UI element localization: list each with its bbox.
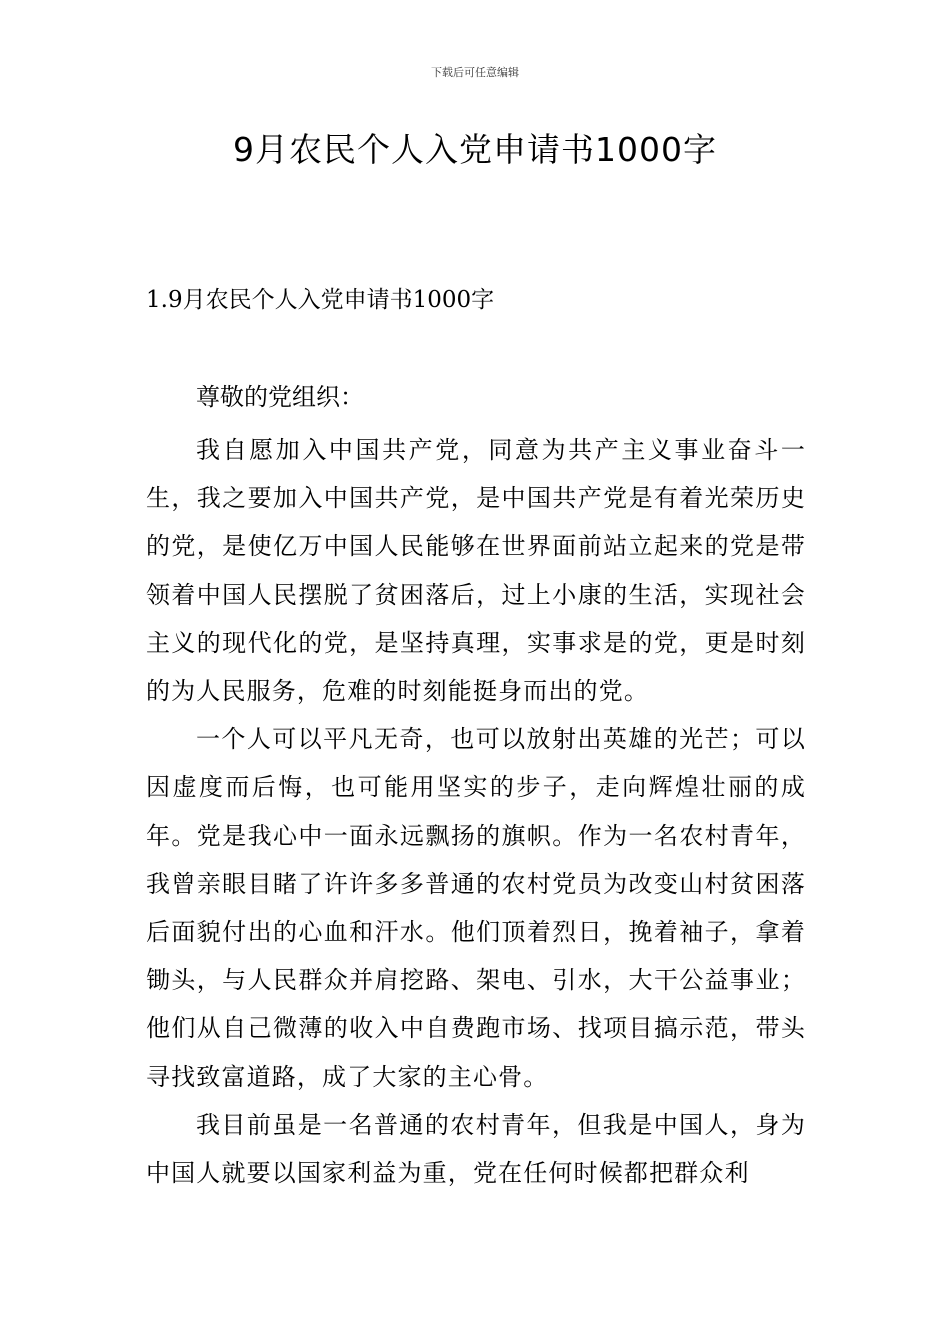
document-title: 9月农民个人入党申请书1000字 [233,130,717,169]
section-heading: 1.9月农民个人入党申请书1000字 [146,287,495,313]
body-text [146,426,806,1197]
salutation: 尊敬的党组织： [196,383,364,411]
header-note: 下载后可任意编辑 [431,66,519,79]
paragraph-2: 一个人可以平凡无奇，也可以放射出英雄的光芒；可以因虚度而后悔，也可能用坚实的步子，走向辉煌壮丽的成年。党是我心中一面永远飘扬的旗帜。作为一名农村青年，我曾亲眼目睹了许许多多普通的农村党员为改变山村贫困落后面貌付出的心血和汗水。他们顶着烈日，挽着袖子，拿着锄头，与人民群众并肩挖路、架电、引水，大干公益事业；他们从自己微薄的收入中自费跑市场、找项目搞示范，带头寻找致富道路，成了大家的主心骨。 [146,725,806,1091]
paragraph-3: 我目前虽是一名普通的农村青年，但我是中国人，身为中国人就要以国家利益为重，党在任何时候都把群众利 [146,1110,806,1188]
paragraph-1: 我自愿加入中国共产党，同意为共产主义事业奋斗一生，我之要加入中国共产党，是中国共产党是有着光荣历史的党，是使亿万中国人民能够在世界面前站立起来的党是带领着中国人民摆脱了贫困落后，过上小康的生活，实现社会主义的现代化的党，是坚持真理，实事求是的党，更是时刻的为人民服务，危难的时刻能挺身而出的党。 [146,436,806,706]
